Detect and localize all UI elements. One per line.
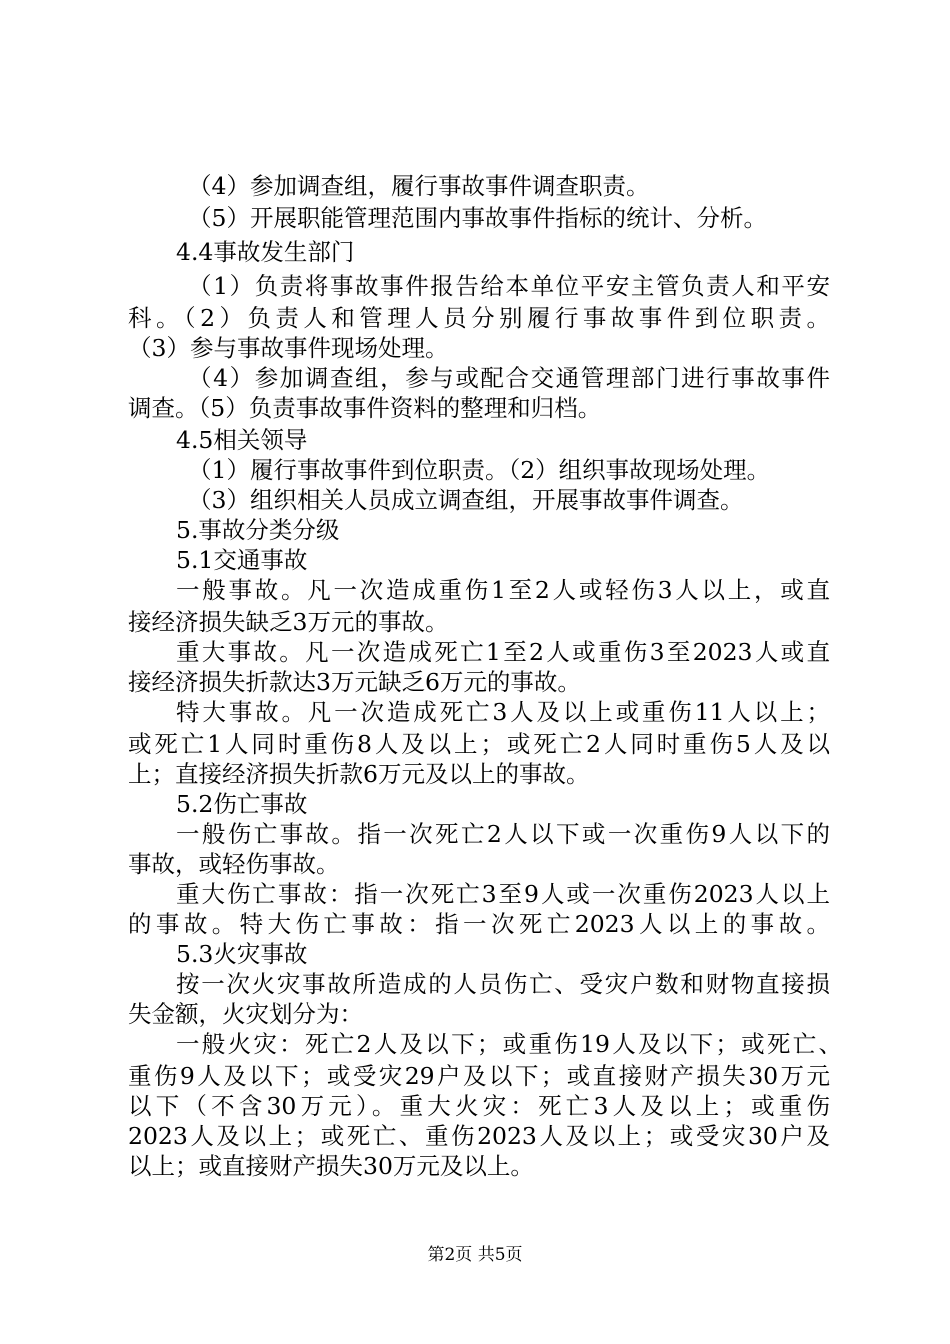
text-line: 以上；或直接财产损失30万元及以上。: [128, 1152, 534, 1180]
section-heading: 4.5相关领导: [176, 426, 308, 454]
text-line: （4）参加调查组，履行事故事件调查职责。: [188, 172, 650, 200]
text-line: 一般伤亡事故。指一次死亡2人以下或一次重伤9人以下的: [176, 820, 830, 848]
text-line: （1）负责将事故事件报告给本单位平安主管负责人和平安: [188, 272, 830, 300]
text-line: （5）开展职能管理范围内事故事件指标的统计、分析。: [188, 204, 767, 232]
text-line: 接经济损失缺乏3万元的事故。: [128, 608, 449, 636]
text-line: 特大事故。凡一次造成死亡3人及以上或重伤11人以上；: [176, 698, 830, 726]
text-line: 重大伤亡事故：指一次死亡3至9人或一次重伤2023人以上: [176, 880, 830, 908]
text-line: 接经济损失折款达3万元缺乏6万元的事故。: [128, 668, 581, 696]
text-line: 2023人及以上；或死亡、重伤2023人及以上；或受灾30户及: [128, 1122, 830, 1150]
text-line: 科。（2）负责人和管理人员分别履行事故事件到位职责。: [128, 304, 830, 332]
text-line: 调查。（5）负责事故事件资料的整理和归档。: [128, 394, 602, 422]
text-line: （1）履行事故事件到位职责。（2）组织事故现场处理。: [188, 456, 771, 484]
text-line: 一般火灾：死亡2人及以下；或重伤19人及以下；或死亡、: [176, 1030, 842, 1058]
text-line: 一般事故。凡一次造成重伤1至2人或轻伤3人以上，或直: [176, 576, 830, 604]
text-line: （4）参加调查组，参与或配合交通管理部门进行事故事件: [188, 364, 830, 392]
text-line: （3）组织相关人员成立调查组，开展事故事件调查。: [188, 486, 744, 514]
section-heading: 5.3火灾事故: [176, 940, 308, 968]
text-line: 上；直接经济损失折款6万元及以上的事故。: [128, 760, 590, 788]
text-line: 重大事故。凡一次造成死亡1至2人或重伤3至2023人或直: [176, 638, 830, 666]
text-line: 或死亡1人同时重伤8人及以上；或死亡2人同时重伤5人及以: [128, 730, 830, 758]
text-line: （3）参与事故事件现场处理。: [128, 334, 449, 362]
text-line: 重伤9人及以下；或受灾29户及以下；或直接财产损失30万元: [128, 1062, 830, 1090]
text-line: 事故，或轻伤事故。: [128, 850, 340, 878]
section-heading: 5.1交通事故: [176, 546, 308, 574]
section-heading: 5.事故分类分级: [176, 516, 340, 544]
text-line: 以下（不含30万元）。重大火灾：死亡3人及以上；或重伤: [128, 1092, 830, 1120]
section-heading: 4.4事故发生部门: [176, 238, 355, 266]
text-line: 的事故。特大伤亡事故：指一次死亡2023人以上的事故。: [128, 910, 830, 938]
page-number-footer: 第2页 共5页: [427, 1245, 523, 1265]
section-heading: 5.2伤亡事故: [176, 790, 308, 818]
text-line: 失金额，火灾划分为：: [128, 1000, 363, 1028]
text-line: 按一次火灾事故所造成的人员伤亡、受灾户数和财物直接损: [176, 970, 830, 998]
